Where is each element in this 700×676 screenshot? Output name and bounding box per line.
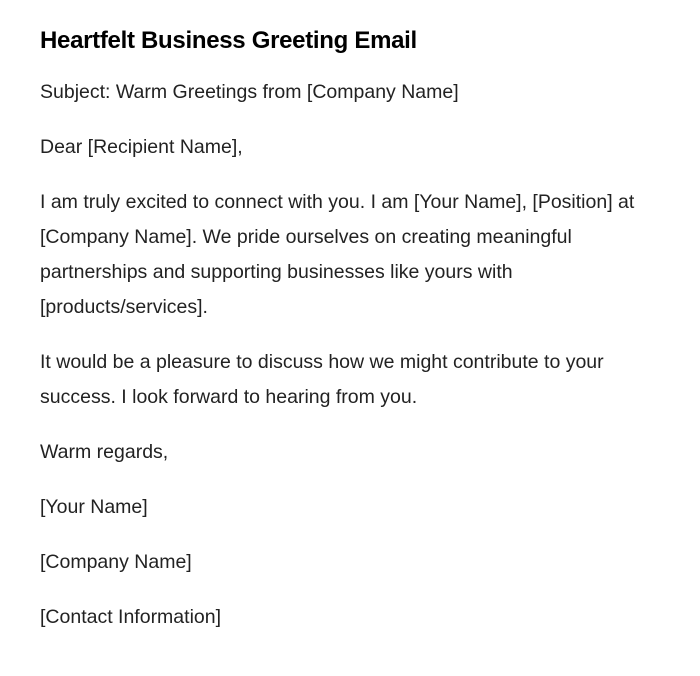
email-closing: Warm regards,	[40, 441, 169, 463]
signature-name: [Your Name]	[40, 496, 148, 518]
signature-contact: [Contact Information]	[40, 606, 222, 628]
signature-company: [Company Name]	[40, 551, 192, 573]
document-title: Heartfelt Business Greeting Email	[40, 27, 417, 54]
email-subject-line: Subject: Warm Greetings from [Company Name]	[40, 81, 459, 103]
email-body-paragraph-1: I am truly excited to connect with you. I am [Your Name], [Position] at [Company Name]. We pride ourselves on creating meaningful partnerships and supporting businesses like yours with [products/services].	[40, 191, 635, 318]
email-body-paragraph-2: It would be a pleasure to discuss how we might contribute to your success. I look forward to hearing from you.	[40, 351, 604, 408]
email-greeting: Dear [Recipient Name],	[40, 136, 243, 158]
